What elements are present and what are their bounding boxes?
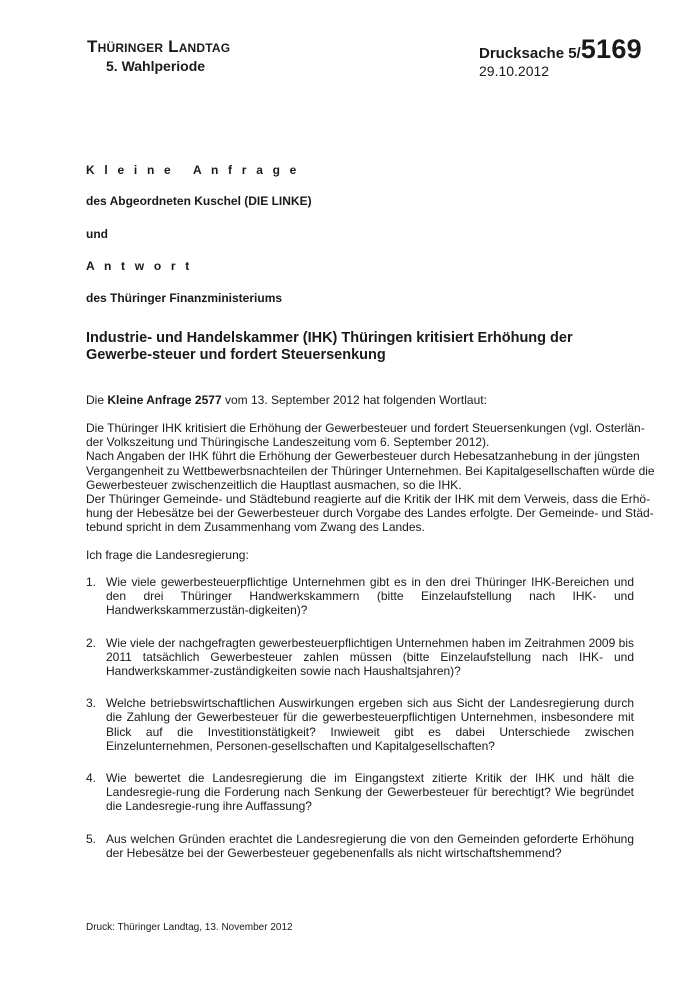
question-number: 1. <box>86 575 97 589</box>
document-number <box>479 34 642 65</box>
question-text: Wie viele der nachgefragten gewerbesteuerpflichtigen Unternehmen haben im Zeitrahmen 2009 bis 2011 tatsächlich Gewerbesteuer zahlen müssen (bitte Einzelaufstellung nach IHK- und Handwerkskammer-zuständigkeiten sowie nach Haushaltsjahren)? <box>106 635 634 679</box>
intro-suffix: vom 13. September 2012 hat folgenden Wortlaut: <box>224 393 487 407</box>
answer-author: des Thüringer Finanzministeriums <box>86 291 283 305</box>
election-period: 5. Wahlperiode <box>106 58 206 74</box>
intro-line <box>86 393 634 407</box>
inquiry-body <box>86 421 655 535</box>
question-text: Welche betriebswirtschaftlichen Auswirkungen ergeben sich aus Sicht der Landesregierung durch die Zahlung der Gewerbesteuer für die gewerbesteuerpflichtigen Unternehmen, insbesondere mit Blick auf die Investitionstätigkeit? Inwieweit gibt es dabei Unterschiede zwischen Einzelunternehmen, Personen-gesellschaften und Kapitalgesellschaften? <box>106 696 634 753</box>
document-label: Drucksache 5/ <box>479 45 581 62</box>
letterhead <box>87 38 230 74</box>
question-item <box>86 575 634 618</box>
document-date: 29.10.2012 <box>479 63 550 79</box>
print-footer: Druck: Thüringer Landtag, 13. November 2012 <box>86 922 293 933</box>
question-number: 4. <box>86 771 97 786</box>
inquiry-author: des Abgeordneten Kuschel (DIE LINKE) <box>86 194 312 208</box>
question-number: 5. <box>86 831 97 846</box>
document-title: Industrie- und Handelskammer (IHK) Thüringen kritisiert Erhöhung der Gewerbe-steuer und fordert Steuersenkung <box>86 330 573 363</box>
question-text: Wie viele gewerbesteuerpflichtige Unternehmen gibt es in den drei Thüringer IHK-Bereichen und den drei Thüringer Handwerkskammern (bitte Einzelaufstellung nach IHK- und Handwerkskammerzustän-digkeiten)? <box>106 575 634 618</box>
body-line: tebund spricht in dem Zusammenhang vom Zwang des Landes. <box>86 520 425 535</box>
body-line: Vergangenheit zu Wettbewerbsnachteilen der Thüringer Unternehmen. Bei Kapitalgesellschaften würde die <box>86 463 655 478</box>
doc-type: K l e i n e A n f r a g e <box>86 163 300 177</box>
body-line: der Volkszeitung und Thüringische Landeszeitung vom 6. September 2012). <box>86 435 490 450</box>
answer-label: A n t w o r t <box>86 259 193 273</box>
question-text: Wie bewertet die Landesregierung die im Eingangstext zitierte Kritik der IHK und hält die Landesregie-rung die Forderung nach Senkung der Gewerbesteuer für berechtigt? Wie begründet die Landesregie-rung ihre Auffassung? <box>106 771 634 814</box>
question-number: 3. <box>86 696 97 711</box>
question-item <box>86 636 634 679</box>
body-line: Nach Angaben der IHK führt die Erhöhung der Gewerbesteuer durch Hebesatzanhebung in der jüngsten <box>86 449 640 464</box>
body-line: hung der Hebesätze bei der Gewerbesteuer durch Vorgabe des Landes erfolgte. Der Gemeinde- und Städ- <box>86 506 654 521</box>
body-line: Der Thüringer Gemeinde- und Städtebund reagierte auf die Kritik der IHK mit dem Verweis, dass die Erhö- <box>86 492 651 507</box>
ask-line: Ich frage die Landesregierung: <box>86 548 249 562</box>
question-item <box>86 832 634 860</box>
question-list <box>86 575 634 878</box>
question-item <box>86 771 634 814</box>
intro-prefix: Die <box>86 393 105 407</box>
body-line: Gewerbesteuer zwischenzeitlich die Hauptlast ausmachen, so die IHK. <box>86 477 462 492</box>
conjunction: und <box>86 227 108 241</box>
question-item <box>86 696 634 753</box>
inquiry-reference: Kleine Anfrage 2577 <box>107 393 222 407</box>
body-line: Die Thüringer IHK kritisiert die Erhöhung der Gewerbesteuer und fordert Steuersenkungen (vgl. Osterlän- <box>86 421 645 435</box>
question-number: 2. <box>86 635 97 650</box>
document-number-value: 5169 <box>580 34 642 64</box>
question-text: Aus welchen Gründen erachtet die Landesregierung die von den Gemeinden geforderte Erhöhung der Hebesätze bei der Gewerbesteuer gegebenenfalls als nicht wirtschaftshemmend? <box>106 831 634 860</box>
parliament-name: Thüringer Landtag <box>87 37 231 56</box>
document-reference <box>479 34 642 79</box>
